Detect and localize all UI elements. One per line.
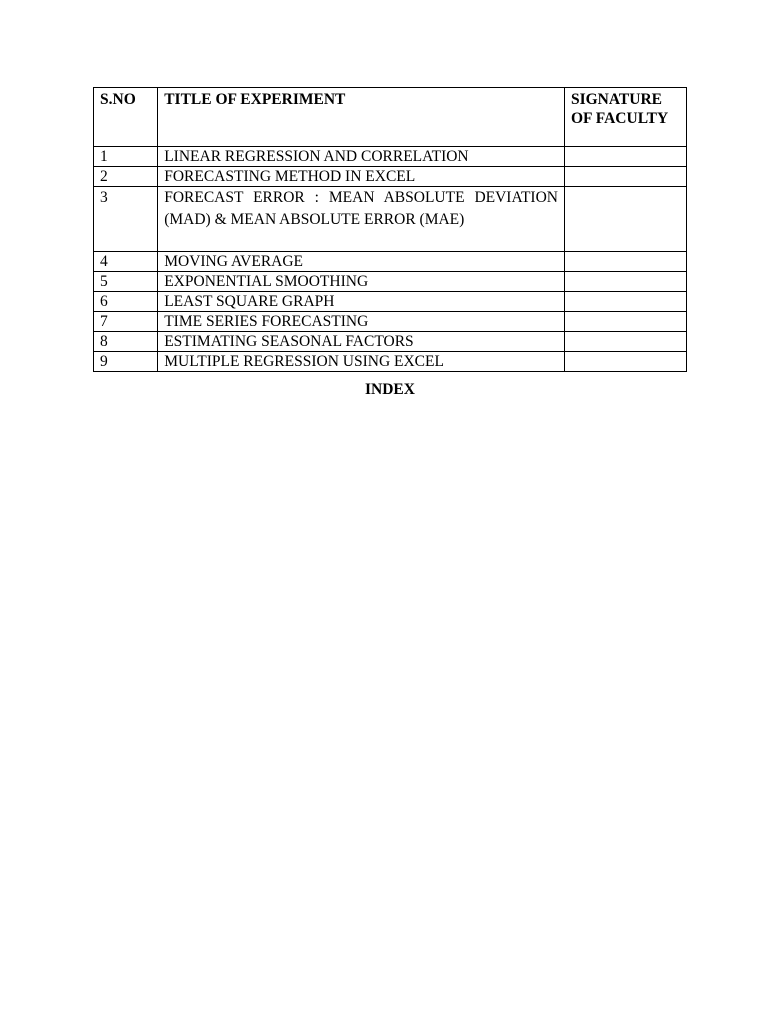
table-row [94, 312, 687, 332]
row-title: MULTIPLE REGRESSION USING EXCEL [158, 352, 565, 372]
header-signature: SIGNATURE OF FACULTY [564, 88, 686, 147]
row-sno: 3 [94, 187, 158, 252]
table-row [94, 187, 687, 252]
row-signature [564, 167, 686, 187]
table-caption: INDEX [365, 381, 415, 398]
header-title: TITLE OF EXPERIMENT [158, 88, 565, 147]
index-table [93, 87, 687, 372]
table-row [94, 252, 687, 272]
row-sno: 1 [94, 147, 158, 167]
table-row [94, 147, 687, 167]
row-sno: 9 [94, 352, 158, 372]
row-title: MOVING AVERAGE [158, 252, 565, 272]
row-signature [564, 352, 686, 372]
row-signature [564, 272, 686, 292]
row-sno: 7 [94, 312, 158, 332]
header-sno: S.NO [94, 88, 158, 147]
row-title: ESTIMATING SEASONAL FACTORS [158, 332, 565, 352]
row-title: FORECASTING METHOD IN EXCEL [158, 167, 565, 187]
row-title: LINEAR REGRESSION AND CORRELATION [158, 147, 565, 167]
row-signature [564, 147, 686, 167]
table-row [94, 332, 687, 352]
row-title: LEAST SQUARE GRAPH [158, 292, 565, 312]
header-row [94, 88, 687, 147]
table-row [94, 292, 687, 312]
row-sno: 8 [94, 332, 158, 352]
row-title: TIME SERIES FORECASTING [158, 312, 565, 332]
row-signature [564, 252, 686, 272]
row-signature [564, 332, 686, 352]
table-row [94, 167, 687, 187]
row-signature [564, 292, 686, 312]
row-sno: 4 [94, 252, 158, 272]
row-sno: 2 [94, 167, 158, 187]
row-sno: 5 [94, 272, 158, 292]
table-row [94, 272, 687, 292]
row-signature [564, 312, 686, 332]
table-row [94, 352, 687, 372]
row-title: EXPONENTIAL SMOOTHING [158, 272, 565, 292]
row-sno: 6 [94, 292, 158, 312]
row-signature [564, 187, 686, 252]
row-title: FORECAST ERROR : MEAN ABSOLUTE DEVIATION (MAD) & MEAN ABSOLUTE ERROR (MAE) [158, 187, 565, 252]
